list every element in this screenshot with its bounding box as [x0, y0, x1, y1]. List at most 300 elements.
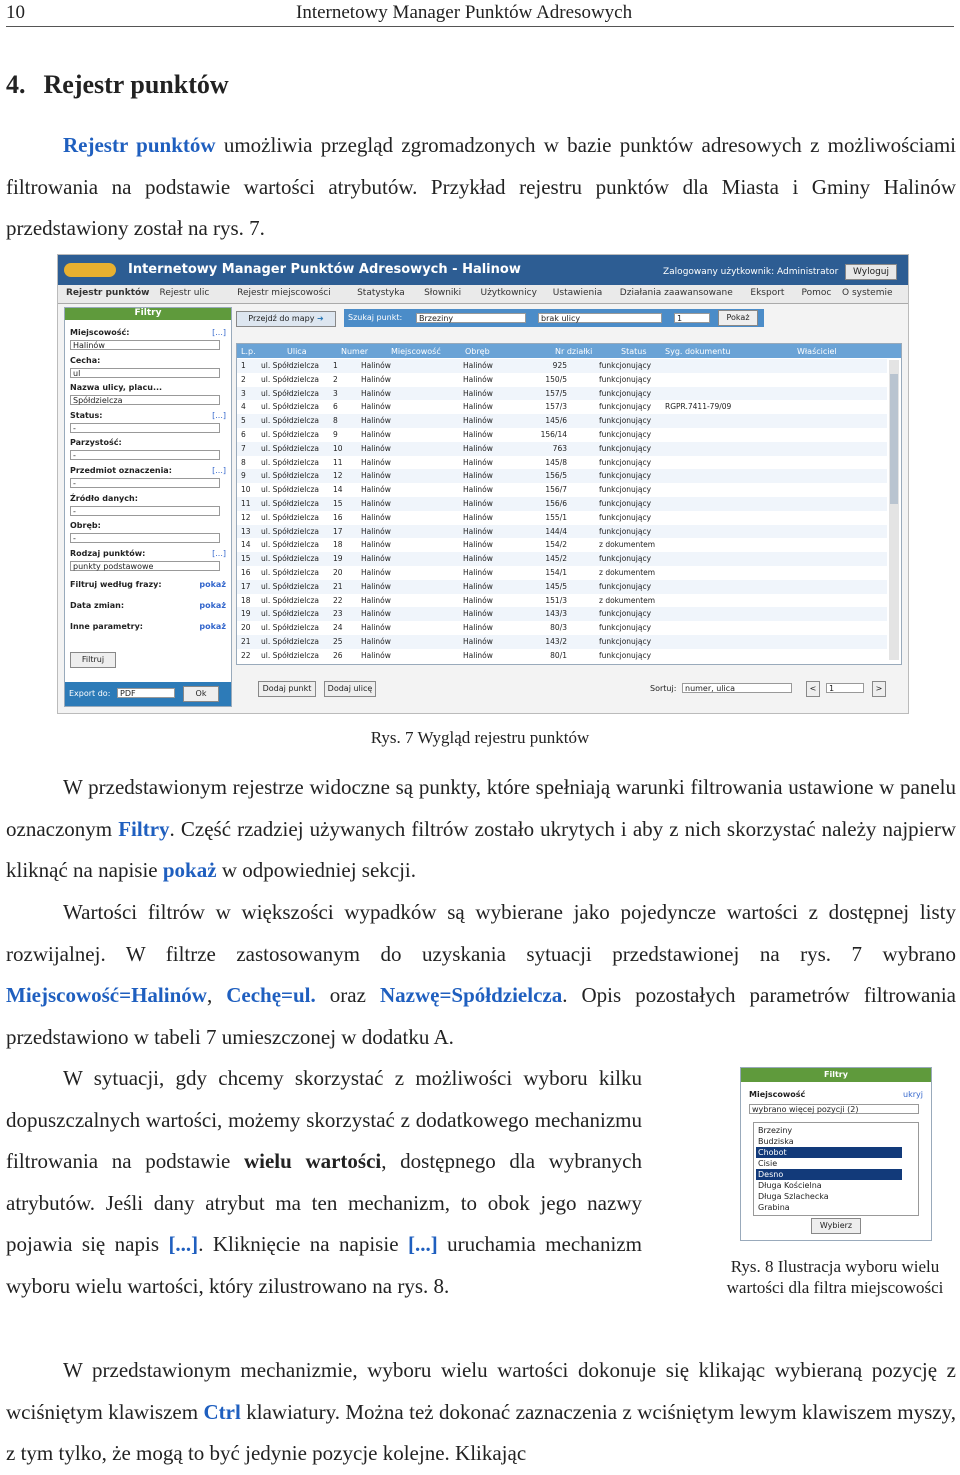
- export-ok-button[interactable]: Ok: [183, 686, 219, 702]
- fig2-select[interactable]: wybrano więcej pozycji (2): [749, 1104, 919, 1114]
- table-cell: ul. Spółdzielcza: [261, 595, 319, 605]
- table-row[interactable]: [237, 497, 887, 511]
- fig2-list-item[interactable]: Budziska: [758, 1137, 794, 1146]
- p2-text-c: w odpowiedniej sekcji.: [216, 858, 417, 882]
- add-street-button[interactable]: Dodaj ulicę: [324, 681, 376, 697]
- filter-select-3[interactable]: Spółdzielcza: [70, 395, 220, 405]
- table-cell: 1: [241, 361, 246, 370]
- table-cell: 7: [241, 443, 246, 453]
- table-cell: 155/1: [545, 512, 567, 522]
- table-row[interactable]: [237, 635, 887, 649]
- table-row[interactable]: [237, 538, 887, 552]
- table-row[interactable]: [237, 400, 887, 414]
- table-cell: ul. Spółdzielcza: [261, 374, 319, 384]
- filter-button[interactable]: Filtruj: [70, 652, 116, 668]
- tab-11[interactable]: O systemie: [842, 288, 893, 298]
- hidden-filter-show-1[interactable]: pokaż: [199, 580, 226, 590]
- table-cell: 9: [241, 471, 246, 481]
- table-cell: funkcjonujący: [599, 361, 652, 370]
- fig2-filters-header: Filtry: [741, 1068, 931, 1082]
- table-row[interactable]: [237, 649, 887, 663]
- table-row[interactable]: [237, 359, 887, 373]
- table-cell: funkcjonujący: [599, 457, 652, 467]
- fig2-list-item[interactable]: Długa Kościelna: [758, 1181, 822, 1190]
- tab-3[interactable]: Rejestr miejscowości: [237, 288, 331, 298]
- table-cell: Halinów: [361, 581, 391, 591]
- p3-text-d: . Opis pozostałych parametrów filtrowania przedstawiono w tabeli 7 umieszczonej w dodatku A.: [6, 983, 956, 1049]
- table-cell: 17: [241, 581, 251, 591]
- tab-6[interactable]: Użytkownicy: [480, 288, 537, 298]
- search-number-select[interactable]: 1: [674, 313, 710, 323]
- table-cell: 25: [333, 637, 343, 646]
- table-cell: ul. Spółdzielcza: [261, 443, 319, 453]
- filters-header: Filtry: [65, 308, 231, 320]
- table-row[interactable]: [237, 580, 887, 594]
- filter-more-1[interactable]: [...]: [212, 328, 226, 337]
- fig2-listbox[interactable]: [753, 1122, 919, 1216]
- table-cell: funkcjonujący: [599, 554, 652, 564]
- table-cell: Halinów: [361, 512, 391, 522]
- table-cell: 143/2: [545, 637, 567, 646]
- table-cell: Halinów: [463, 388, 493, 398]
- table-cell: ul. Spółdzielcza: [261, 361, 319, 370]
- table-cell: Halinów: [361, 650, 391, 660]
- table-cell: 13: [241, 526, 251, 536]
- table-cell: Halinów: [361, 637, 391, 646]
- table-row[interactable]: [237, 594, 887, 608]
- table-cell: 143/3: [545, 609, 567, 619]
- table-cell: Halinów: [463, 416, 493, 426]
- go-to-map-button[interactable]: [236, 311, 336, 327]
- logged-user: Zalogowany użytkownik: Administrator: [663, 267, 839, 277]
- next-page-button[interactable]: >: [872, 681, 886, 697]
- term-dots-2: [...]: [407, 1232, 438, 1256]
- table-cell: 23: [333, 609, 343, 619]
- table-row[interactable]: [237, 414, 887, 428]
- table-row[interactable]: [237, 566, 887, 580]
- figure-rejestr-screenshot: [57, 254, 909, 714]
- table-cell: Halinów: [463, 374, 493, 384]
- table-cell: 22: [241, 650, 251, 660]
- table-cell: 154/1: [545, 568, 567, 577]
- table-cell: 80/1: [550, 650, 567, 660]
- table-cell: Halinów: [361, 416, 391, 426]
- table-cell: 1: [333, 361, 338, 370]
- figure2-caption-line2: wartości dla filtra miejscowości: [726, 1278, 944, 1297]
- table-cell: 10: [241, 485, 251, 495]
- tab-2[interactable]: Rejestr ulic: [159, 288, 210, 298]
- tab-9[interactable]: Eksport: [750, 288, 785, 298]
- paragraph-values: [6, 892, 956, 1058]
- table-row[interactable]: [237, 621, 887, 635]
- table-cell: Halinów: [361, 526, 391, 536]
- table-cell: Halinów: [463, 499, 493, 508]
- filters-panel: [64, 307, 232, 707]
- filter-select-5[interactable]: -: [70, 450, 220, 460]
- table-cell: 26: [333, 650, 343, 660]
- table-footer: [236, 681, 900, 701]
- filter-select-1[interactable]: Halinów: [70, 340, 220, 350]
- column-header-4[interactable]: Miejscowość: [391, 347, 441, 356]
- table-cell: 145/8: [545, 457, 567, 467]
- fig2-hide-link[interactable]: ukryj: [903, 1090, 923, 1099]
- table-cell: funkcjonujący: [599, 485, 652, 495]
- table-cell: ul. Spółdzielcza: [261, 388, 319, 398]
- filter-label-2: Cecha:: [70, 355, 101, 365]
- p4-text-b: , dostępnego dla wybranych atrybutów. Jeśli dany atrybut ma ten mechanizm, to obok jego nazwy pojawia się napis: [6, 1149, 642, 1256]
- fig2-list-item[interactable]: Cisie: [758, 1159, 778, 1168]
- table-cell: 21: [333, 581, 343, 591]
- hidden-filter-show-2[interactable]: pokaż: [199, 601, 226, 611]
- table-cell: funkcjonujący: [599, 637, 652, 646]
- running-title: Internetowy Manager Punktów Adresowych: [296, 2, 633, 23]
- table-row[interactable]: [237, 442, 887, 456]
- section-heading: [6, 70, 229, 100]
- app-titlebar: [58, 255, 908, 285]
- filter-label-8: Obręb:: [70, 521, 101, 531]
- table-cell: 925: [552, 361, 567, 370]
- table-cell: Halinów: [463, 637, 493, 646]
- table-cell: 2: [241, 374, 246, 384]
- table-cell: 144/4: [545, 526, 567, 536]
- table-cell: 8: [241, 457, 246, 467]
- table-cell: funkcjonujący: [599, 430, 652, 439]
- table-cell: RGPR.7411-79/09: [665, 402, 732, 412]
- points-table: [236, 343, 902, 665]
- table-cell: funkcjonujący: [599, 443, 652, 453]
- filter-more-6[interactable]: [...]: [212, 466, 226, 475]
- table-cell: funkcjonujący: [599, 623, 652, 633]
- table-cell: Halinów: [361, 471, 391, 481]
- term-nazwa: Nazwę=Spółdzielcza: [379, 983, 563, 1007]
- table-cell: Halinów: [361, 554, 391, 564]
- table-cell: Halinów: [463, 581, 493, 591]
- hidden-filter-label-2: Data zmian:: [70, 601, 125, 611]
- filter-label-1: Miejscowość:: [70, 328, 130, 337]
- table-cell: ul. Spółdzielcza: [261, 457, 319, 467]
- go-to-map-label: Przejdź do mapy: [248, 314, 315, 323]
- table-scrollbar[interactable]: [889, 360, 899, 660]
- table-cell: 19: [333, 554, 343, 564]
- table-cell: funkcjonujący: [599, 471, 652, 481]
- pokaz-term: pokaż: [162, 858, 217, 882]
- table-cell: ul. Spółdzielcza: [261, 540, 319, 550]
- p3-sep1: ,: [206, 983, 227, 1007]
- column-header-8[interactable]: Syg. dokumentu: [665, 347, 731, 356]
- table-cell: 24: [333, 623, 343, 633]
- table-row[interactable]: [237, 387, 887, 401]
- table-cell: funkcjonujący: [599, 512, 652, 522]
- table-cell: Halinów: [463, 485, 493, 495]
- table-cell: ul. Spółdzielcza: [261, 512, 319, 522]
- table-cell: Halinów: [361, 443, 391, 453]
- table-cell: 145/6: [545, 416, 567, 426]
- p5-text-a: W przedstawionym mechanizmie, wyboru wielu wartości dokonuje się klikając wybieraną pozycję z wciśniętym klawiszem: [6, 1358, 956, 1424]
- table-cell: 20: [241, 623, 251, 633]
- table-cell: Halinów: [361, 499, 391, 508]
- table-cell: Halinów: [361, 374, 391, 384]
- table-cell: 145/5: [545, 581, 567, 591]
- fig2-list-item[interactable]: Desno: [756, 1169, 902, 1180]
- table-cell: Halinów: [463, 609, 493, 619]
- table-cell: funkcjonujący: [599, 374, 652, 384]
- table-cell: ul. Spółdzielcza: [261, 568, 319, 577]
- table-header: [237, 344, 901, 358]
- prev-page-button[interactable]: <: [806, 681, 820, 697]
- hidden-filter-label-1: Filtruj według frazy:: [70, 580, 162, 590]
- export-format-select[interactable]: PDF: [117, 688, 175, 698]
- table-cell: ul. Spółdzielcza: [261, 499, 319, 508]
- term-ctrl: Ctrl: [203, 1399, 241, 1424]
- table-row[interactable]: [237, 511, 887, 525]
- paragraph-ctrl: [6, 1350, 956, 1475]
- sort-select[interactable]: numer, ulica: [682, 683, 792, 693]
- table-cell: ul. Spółdzielcza: [261, 471, 319, 481]
- fig2-list-item[interactable]: Grabina: [758, 1203, 790, 1212]
- table-cell: 6: [333, 402, 338, 412]
- fig2-list-item[interactable]: Chobot: [756, 1147, 902, 1158]
- table-cell: 22: [333, 595, 343, 605]
- table-cell: 3: [241, 388, 246, 398]
- table-cell: 16: [333, 512, 343, 522]
- p3-sep2: oraz: [315, 983, 380, 1007]
- add-point-button[interactable]: Dodaj punkt: [258, 681, 316, 697]
- p2-text-b: . Część rzadziej używanych filtrów zostało ukrytych i aby z nich skorzystać należy najpierw kliknąć na napisie: [6, 816, 956, 882]
- p3-text-a: Wartości filtrów w większości wypadków są wybierane jako pojedyncze wartości z dostępnej listy rozwijalnej. W filtrze zastosowanym do uzyskania sytuacji przedstawionej na rys. 7 wybrano: [6, 900, 956, 966]
- table-cell: ul. Spółdzielcza: [261, 430, 319, 439]
- figure1-caption: Rys. 7 Wygląd rejestru punktów: [370, 728, 590, 747]
- search-label: Szukaj punkt:: [348, 313, 403, 322]
- table-cell: 4: [241, 402, 246, 412]
- fig2-list-item[interactable]: Brzeziny: [758, 1126, 793, 1135]
- table-cell: 18: [241, 595, 251, 605]
- column-header-6[interactable]: Nr działki: [555, 347, 593, 356]
- column-header-9[interactable]: Właściciel: [797, 347, 837, 356]
- table-cell: ul. Spółdzielcza: [261, 485, 319, 495]
- p2-text-a: W przedstawionym rejestrze widoczne są punkty, które spełniają warunki filtrowania ustawione w panelu oznaczonym: [6, 775, 956, 841]
- search-street-select[interactable]: brak ulicy: [538, 313, 662, 323]
- table-cell: 18: [333, 540, 343, 550]
- table-row[interactable]: [237, 525, 887, 539]
- paragraph-intro-text: umożliwia przegląd zgromadzonych w bazie punktów adresowych z możliwościami filtrowania na podstawie wartości atrybutów. Przykład rejestru punktów dla Miasta i Gminy Halinów przedstawiony został na rys. 7.: [6, 133, 956, 240]
- table-row[interactable]: [237, 373, 887, 387]
- tab-5[interactable]: Słowniki: [424, 288, 462, 298]
- table-cell: 10: [333, 443, 343, 453]
- column-header-7[interactable]: Status: [621, 347, 647, 356]
- table-cell: 5: [241, 416, 246, 426]
- table-cell: Halinów: [463, 568, 493, 577]
- table-cell: Halinów: [463, 402, 493, 412]
- table-cell: 8: [333, 416, 338, 426]
- table-cell: ul. Spółdzielcza: [261, 402, 319, 412]
- section-number: 4.: [6, 70, 26, 99]
- filter-label-9: Rodzaj punktów:: [70, 548, 146, 558]
- table-cell: 15: [241, 554, 251, 564]
- running-header: [6, 0, 954, 27]
- term-wielu-wartosci: wielu wartości: [243, 1149, 382, 1173]
- hidden-filter-show-3[interactable]: pokaż: [199, 622, 226, 632]
- search-place-select[interactable]: Brzeziny: [416, 313, 526, 323]
- table-cell: 151/3: [545, 595, 567, 605]
- table-cell: Halinów: [463, 443, 493, 453]
- filter-more-4[interactable]: [...]: [212, 410, 226, 420]
- table-cell: 12: [333, 471, 343, 481]
- table-cell: Halinów: [361, 361, 391, 370]
- table-cell: Halinów: [361, 595, 391, 605]
- table-cell: ul. Spółdzielcza: [261, 416, 319, 426]
- table-cell: 156/7: [545, 485, 567, 495]
- table-cell: Halinów: [463, 512, 493, 522]
- show-point-button[interactable]: Pokaż: [718, 310, 758, 326]
- app-title: Internetowy Manager Punktów Adresowych - Halinow: [128, 262, 521, 277]
- page-select[interactable]: 1: [826, 683, 864, 693]
- table-cell: 9: [333, 430, 338, 439]
- table-row[interactable]: [237, 428, 887, 442]
- table-cell: Halinów: [463, 595, 493, 605]
- term-dots-1: [...]: [168, 1232, 199, 1256]
- table-cell: 3: [333, 388, 338, 398]
- sort-label: Sortuj:: [650, 684, 677, 693]
- export-bar: [65, 682, 231, 706]
- filter-select-4[interactable]: -: [70, 423, 220, 433]
- table-cell: 21: [241, 637, 251, 646]
- table-cell: 15: [333, 499, 343, 508]
- table-row[interactable]: [237, 469, 887, 483]
- table-cell: funkcjonujący: [599, 650, 652, 660]
- tab-8[interactable]: Działania zaawansowane: [619, 288, 733, 298]
- table-cell: Halinów: [361, 485, 391, 495]
- figure2-caption-line1: Rys. 8 Ilustracja wyboru wielu: [730, 1257, 940, 1276]
- table-cell: 14: [333, 485, 343, 495]
- filter-label-6: Przedmiot oznaczenia:: [70, 466, 172, 475]
- table-cell: funkcjonujący: [599, 499, 652, 508]
- table-cell: z dokumentem: [599, 595, 656, 605]
- hidden-filter-label-3: Inne parametry:: [70, 622, 143, 632]
- table-cell: Halinów: [361, 402, 391, 412]
- section-title: Rejestr punktów: [43, 70, 229, 99]
- table-cell: z dokumentem: [599, 540, 656, 550]
- table-cell: 11: [241, 499, 251, 508]
- p4-text-c: . Kliknięcie na napisie: [198, 1232, 408, 1256]
- table-cell: funkcjonujący: [599, 609, 652, 619]
- table-cell: 156/5: [545, 471, 567, 481]
- fig2-label: Miejscowość: [749, 1090, 806, 1099]
- table-cell: 157/5: [545, 388, 567, 398]
- table-cell: Halinów: [361, 623, 391, 633]
- export-label: Export do:: [69, 689, 111, 698]
- filter-label-4: Status:: [70, 410, 103, 420]
- filter-select-8[interactable]: -: [70, 533, 220, 543]
- table-cell: 11: [333, 457, 343, 467]
- logout-button[interactable]: Wyloguj: [845, 264, 897, 280]
- column-header-5[interactable]: Obręb: [465, 347, 490, 356]
- table-cell: funkcjonujący: [599, 581, 652, 591]
- figure2-caption: [712, 1256, 958, 1298]
- fig2-list-item[interactable]: Długa Szlachecka: [758, 1192, 829, 1201]
- scrollbar-thumb[interactable]: [890, 374, 898, 504]
- column-header-3[interactable]: Numer: [341, 347, 369, 356]
- table-cell: funkcjonujący: [599, 416, 652, 426]
- page-number: 10: [6, 2, 25, 23]
- table-cell: Halinów: [361, 388, 391, 398]
- filter-more-9[interactable]: [...]: [212, 548, 226, 558]
- table-cell: Halinów: [463, 471, 493, 481]
- figure-multi-select: [740, 1067, 932, 1241]
- table-row[interactable]: [237, 607, 887, 621]
- filter-select-2[interactable]: ul: [70, 368, 220, 378]
- filter-label-3: Nazwa ulicy, placu...: [70, 383, 163, 393]
- table-cell: Halinów: [463, 554, 493, 564]
- table-cell: Halinów: [463, 623, 493, 633]
- table-cell: 145/2: [545, 554, 567, 564]
- table-cell: z dokumentem: [599, 568, 656, 577]
- tab-7[interactable]: Ustawienia: [552, 288, 603, 298]
- filtry-term: Filtry: [118, 816, 170, 841]
- term-cecha: Cechę=ul.: [226, 983, 316, 1007]
- term-miejscowosc: Miejscowość=Halinów: [6, 983, 207, 1007]
- table-cell: ul. Spółdzielcza: [261, 623, 319, 633]
- fig2-choose-button[interactable]: Wybierz: [811, 1218, 861, 1234]
- table-cell: 17: [333, 526, 343, 536]
- column-header-2[interactable]: Ulica: [287, 347, 307, 356]
- table-cell: ul. Spółdzielcza: [261, 609, 319, 619]
- p4-text-d: uruchamia mechanizm wyboru wielu wartości, który zilustrowano na rys. 8.: [6, 1232, 642, 1298]
- table-cell: funkcjonujący: [599, 402, 652, 412]
- table-cell: 19: [241, 609, 251, 619]
- table-cell: 150/5: [545, 374, 567, 384]
- table-cell: 14: [241, 540, 251, 550]
- table-row[interactable]: [237, 552, 887, 566]
- paragraph-multi: [6, 1058, 642, 1307]
- table-cell: ul. Spółdzielcza: [261, 637, 319, 646]
- filter-select-6[interactable]: -: [70, 478, 220, 488]
- link-rejestr-punktow[interactable]: Rejestr punktów: [63, 133, 216, 157]
- p5-text-b: klawiatury. Można też dokonać zaznaczenia z wciśniętym lewym klawiszem myszy, z tym tylko, że mogą to być jedynie pozycje kolejne. Klikając: [6, 1399, 956, 1465]
- filter-select-9[interactable]: punkty podstawowe: [70, 561, 220, 571]
- table-cell: Halinów: [463, 457, 493, 467]
- table-cell: Halinów: [463, 526, 493, 536]
- table-row[interactable]: [237, 456, 887, 470]
- table-cell: 154/2: [545, 540, 567, 550]
- table-cell: 80/3: [550, 623, 567, 633]
- table-cell: ul. Spółdzielcza: [261, 581, 319, 591]
- tab-10[interactable]: Pomoc: [801, 288, 832, 298]
- filter-select-7[interactable]: -: [70, 506, 220, 516]
- column-header-1[interactable]: L.p.: [241, 347, 256, 356]
- table-cell: Halinów: [463, 430, 493, 439]
- table-row[interactable]: [237, 483, 887, 497]
- table-cell: Halinów: [361, 430, 391, 439]
- filter-label-7: Źródło danych:: [70, 493, 138, 503]
- table-cell: funkcjonujący: [599, 388, 652, 398]
- table-cell: Halinów: [463, 361, 493, 370]
- app-logo: [64, 263, 116, 277]
- table-cell: funkcjonujący: [599, 526, 652, 536]
- search-bar: [344, 309, 764, 327]
- table-cell: 156/6: [545, 499, 567, 508]
- tab-1[interactable]: Rejestr punktów: [66, 288, 150, 298]
- table-cell: 157/3: [545, 402, 567, 412]
- table-cell: Halinów: [361, 609, 391, 619]
- tab-4[interactable]: Statystyka: [357, 288, 405, 298]
- table-cell: ul. Spółdzielcza: [261, 526, 319, 536]
- paragraph-intro: [6, 125, 956, 250]
- register-main: [236, 307, 900, 705]
- app-tabs: [58, 285, 908, 304]
- table-cell: Halinów: [361, 568, 391, 577]
- table-cell: Halinów: [361, 457, 391, 467]
- paragraph-filters: [6, 767, 956, 892]
